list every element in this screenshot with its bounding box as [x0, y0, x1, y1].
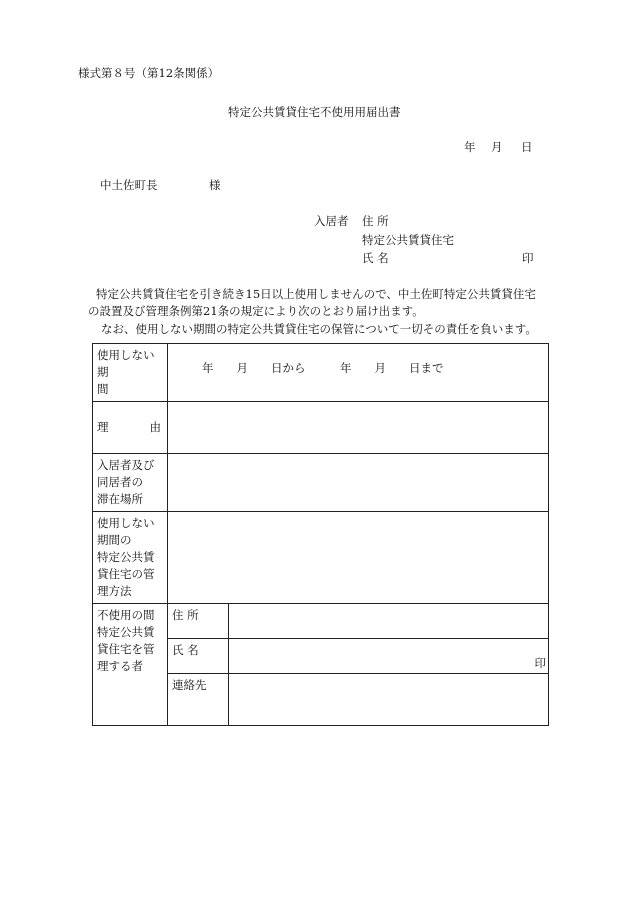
reason-label-right: 由	[149, 420, 161, 434]
form-number: 様式第８号（第12条関係）	[78, 66, 220, 80]
manager-contact-value-cell[interactable]	[229, 674, 549, 726]
body-line-3: なお、使用しない期間の特定公共賃貸住宅の保管について一切その責任を負います。	[101, 322, 537, 336]
manager-address-label: 住 所	[172, 608, 199, 622]
stay-location-value-cell[interactable]	[168, 454, 549, 512]
manager-label-line-3: 貸住宅を管	[97, 642, 155, 656]
addressee-honorific: 様	[209, 178, 221, 192]
manage-label-line-3: 特定公共賃	[97, 550, 155, 564]
management-method-value-cell[interactable]	[168, 512, 549, 604]
resident-label: 入居者	[314, 214, 349, 228]
stay-location-label-cell	[93, 454, 168, 512]
body-line-1: 特定公共賃貸住宅を引き続き15日以上使用しませんので、中土佐町特定公共賃貸住宅	[96, 287, 536, 301]
manager-label-cell	[93, 604, 168, 726]
manager-label-line-2: 特定公共賃	[97, 625, 155, 639]
reason-label-left: 理	[97, 420, 109, 434]
manager-contact-label-cell	[168, 674, 229, 726]
manager-label-line-4: 理する者	[97, 659, 143, 673]
manager-contact-label: 連絡先	[172, 678, 207, 692]
manager-address-value-cell[interactable]	[229, 604, 549, 639]
reason-value-cell[interactable]	[168, 402, 549, 454]
management-method-label-cell	[93, 512, 168, 604]
stay-label-line-3: 滞在場所	[97, 492, 143, 506]
manage-label-line-5: 理方法	[97, 584, 132, 598]
period-label-cell	[93, 344, 168, 402]
period-value: 年 月 日から 年 月 日まで	[202, 361, 444, 375]
date-year: 年	[464, 140, 476, 154]
manager-name-value-cell[interactable]	[229, 639, 549, 674]
manager-address-label-cell	[168, 604, 229, 639]
manager-label-line-1: 不使用の間	[97, 608, 155, 622]
addressee-name: 中土佐町長	[100, 178, 158, 192]
date-day: 日	[521, 140, 533, 154]
date-month: 月	[491, 140, 503, 154]
manager-name-label-cell	[168, 639, 229, 674]
manager-name-label: 氏 名	[172, 643, 199, 657]
applicant-address-label: 住 所	[362, 214, 389, 228]
period-label-line-1: 使用しない期	[97, 348, 155, 379]
applicant-name-label: 氏 名	[362, 251, 389, 265]
stay-label-line-1: 入居者及び	[97, 458, 155, 472]
applicant-seal: 印	[522, 251, 534, 265]
stay-label-line-2: 同居者の	[97, 475, 143, 489]
document-title: 特定公共賃貸住宅不使用用届出書	[228, 105, 401, 119]
applicant-housing-label: 特定公共賃貸住宅	[362, 233, 454, 247]
manage-label-line-4: 貸住宅の管	[97, 567, 155, 581]
period-label-line-2: 間	[97, 382, 109, 396]
reason-label-cell	[93, 402, 168, 454]
manage-label-line-2: 期間の	[97, 533, 132, 547]
manager-seal: 印	[534, 656, 546, 670]
manage-label-line-1: 使用しない	[97, 516, 155, 530]
notification-form-table	[92, 343, 549, 726]
period-value-cell[interactable]	[168, 344, 549, 402]
body-line-2: の設置及び管理条例第21条の規定により次のとおり届け出ます。	[88, 304, 424, 318]
